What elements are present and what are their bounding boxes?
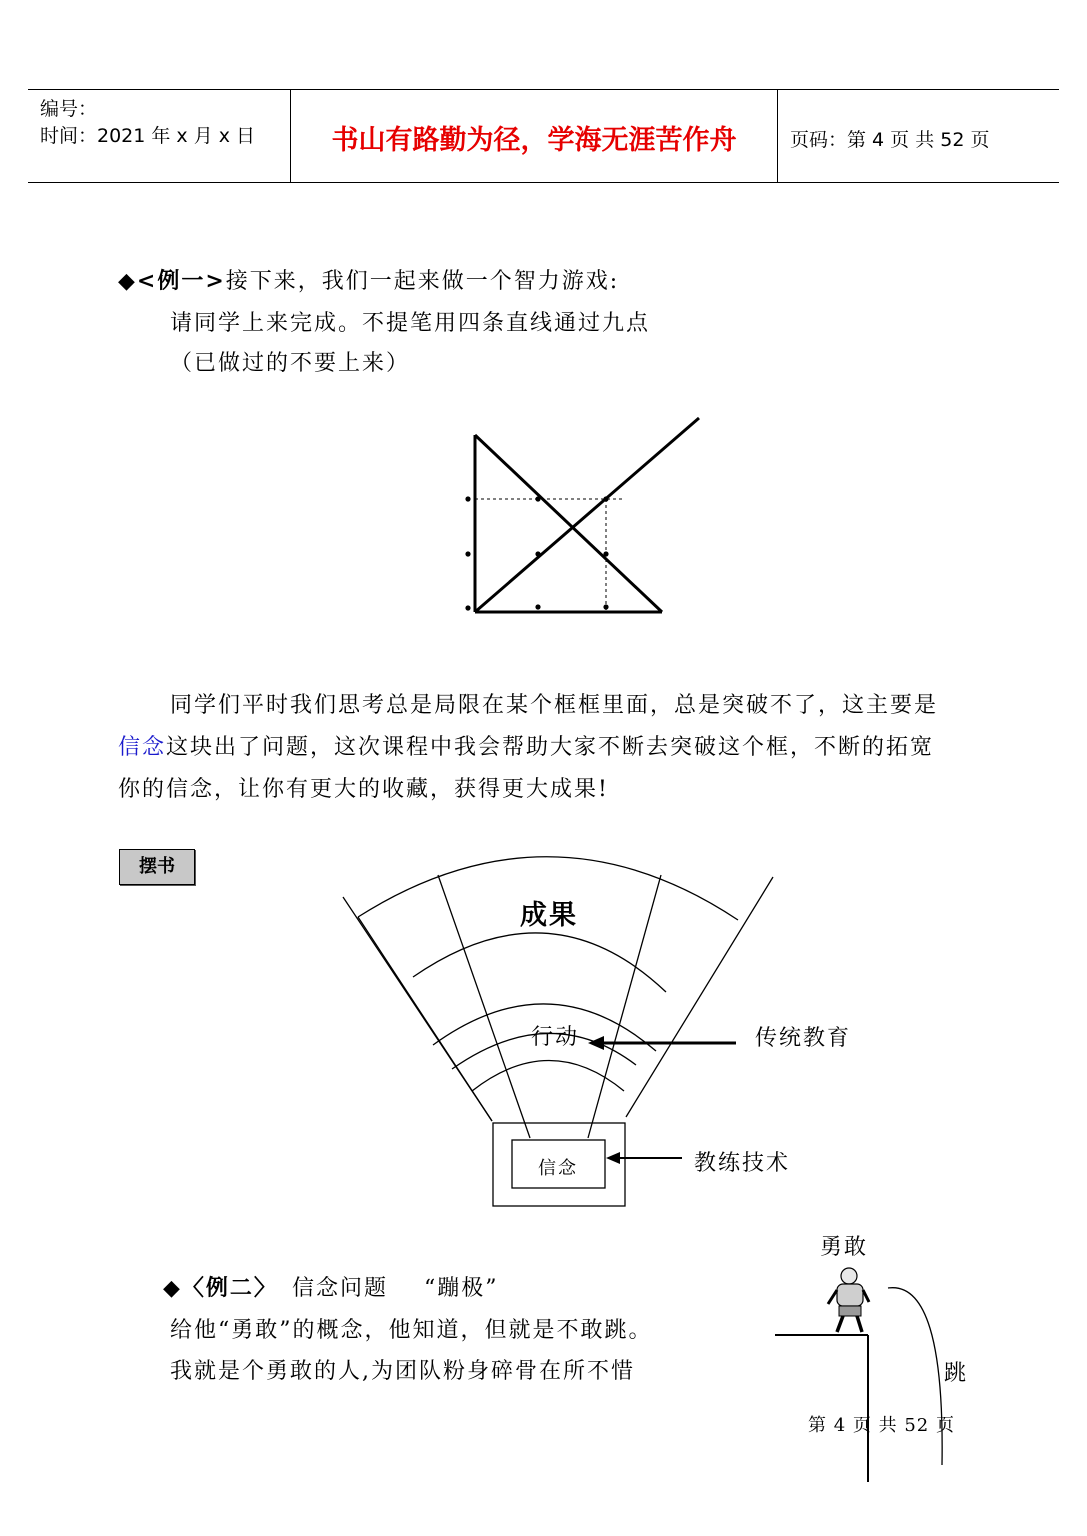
fan-arc-2 [413, 933, 666, 992]
example1-line3: （已做过的不要上来） [170, 351, 411, 376]
traditional-education-arrow-head [588, 1036, 604, 1050]
document-time-label: 时间：2021 年 x 月 x 日 [40, 125, 256, 147]
paragraph-line2 [118, 730, 934, 761]
jump-trajectory-curve [888, 1288, 942, 1465]
example2-line3: 我就是个勇敢的人,为团队粉身碎骨在所不惜 [170, 1359, 635, 1384]
example1-bullet: ◆ [118, 269, 137, 294]
example2-line2: 给他“勇敢”的概念，他知道，但就是不敢跳。 [170, 1318, 653, 1343]
puzzle-dot [603, 496, 608, 501]
header-top-rule [28, 89, 1059, 90]
document-number-label: 编号： [40, 98, 98, 120]
fan-radial-outer-right [626, 877, 773, 1117]
fan-radial-left-inner [358, 917, 492, 1121]
example1-tag: <例一> [136, 268, 226, 294]
footer-page-label: 第 4 页 共 52 页 [808, 1415, 955, 1436]
arrange-book-tag: 摆书 [119, 849, 195, 885]
header-motto: 书山有路勤为径，学海无涯苦作舟 [331, 125, 737, 156]
example2-line1 [163, 1271, 498, 1302]
nine-dots-puzzle-figure [455, 410, 715, 625]
puzzle-dot [465, 605, 470, 610]
puzzle-dot [465, 496, 470, 501]
puzzle-line-diagonal-up [475, 418, 699, 612]
diagram-label-action: 行动 [531, 1025, 580, 1050]
puzzle-dot [535, 551, 540, 556]
brave-label: 勇敢 [820, 1235, 869, 1260]
example2-bullet: ◆ [163, 1276, 182, 1301]
paragraph-line2-rest: 这块出了问题，这次课程中我会帮助大家不断去突破这个框，不断的拓宽 [166, 735, 935, 760]
example2-title: 信念问题 [291, 1276, 388, 1301]
diagram-label-belief: 信念 [538, 1158, 578, 1179]
coaching-arrow-head [606, 1152, 620, 1164]
paragraph-keyword-belief: 信念 [118, 735, 167, 760]
puzzle-dot [603, 604, 608, 609]
fan-radial-center-right [588, 875, 661, 1138]
jump-label: 跳 [944, 1361, 969, 1386]
diagram-label-coaching: 教练技术 [694, 1151, 791, 1176]
diagram-label-traditional-education: 传统教育 [755, 1026, 852, 1051]
diagram-label-result: 成果 [520, 900, 578, 931]
puzzle-dot [603, 551, 608, 556]
header-bottom-rule [28, 182, 1059, 183]
puzzle-dot [465, 551, 470, 556]
example1-intro: 接下来，我们一起来做一个智力游戏: [225, 269, 620, 294]
example1-line2: 请同学上来完成。不提笔用四条直线通过九点 [170, 311, 651, 336]
puzzle-dot [535, 604, 540, 609]
paragraph-line3: 你的信念，让你有更大的收藏，获得更大成果! [118, 777, 609, 802]
example2-tag: 〈例二〉 [181, 1275, 278, 1301]
puzzle-line-diagonal-down [475, 435, 662, 612]
example1-line1 [118, 264, 619, 295]
paragraph-line1: 同学们平时我们思考总是局限在某个框框里面，总是突破不了，这主要是 [170, 693, 939, 718]
bungee-jump-figure [770, 1260, 960, 1485]
fan-arc-5 [472, 1061, 624, 1092]
header-page-label: 页码：第 4 页 共 52 页 [790, 129, 990, 151]
puzzle-dot [535, 496, 540, 501]
example2-quote: “蹦极” [423, 1276, 499, 1301]
jumper-person-icon [828, 1268, 869, 1332]
